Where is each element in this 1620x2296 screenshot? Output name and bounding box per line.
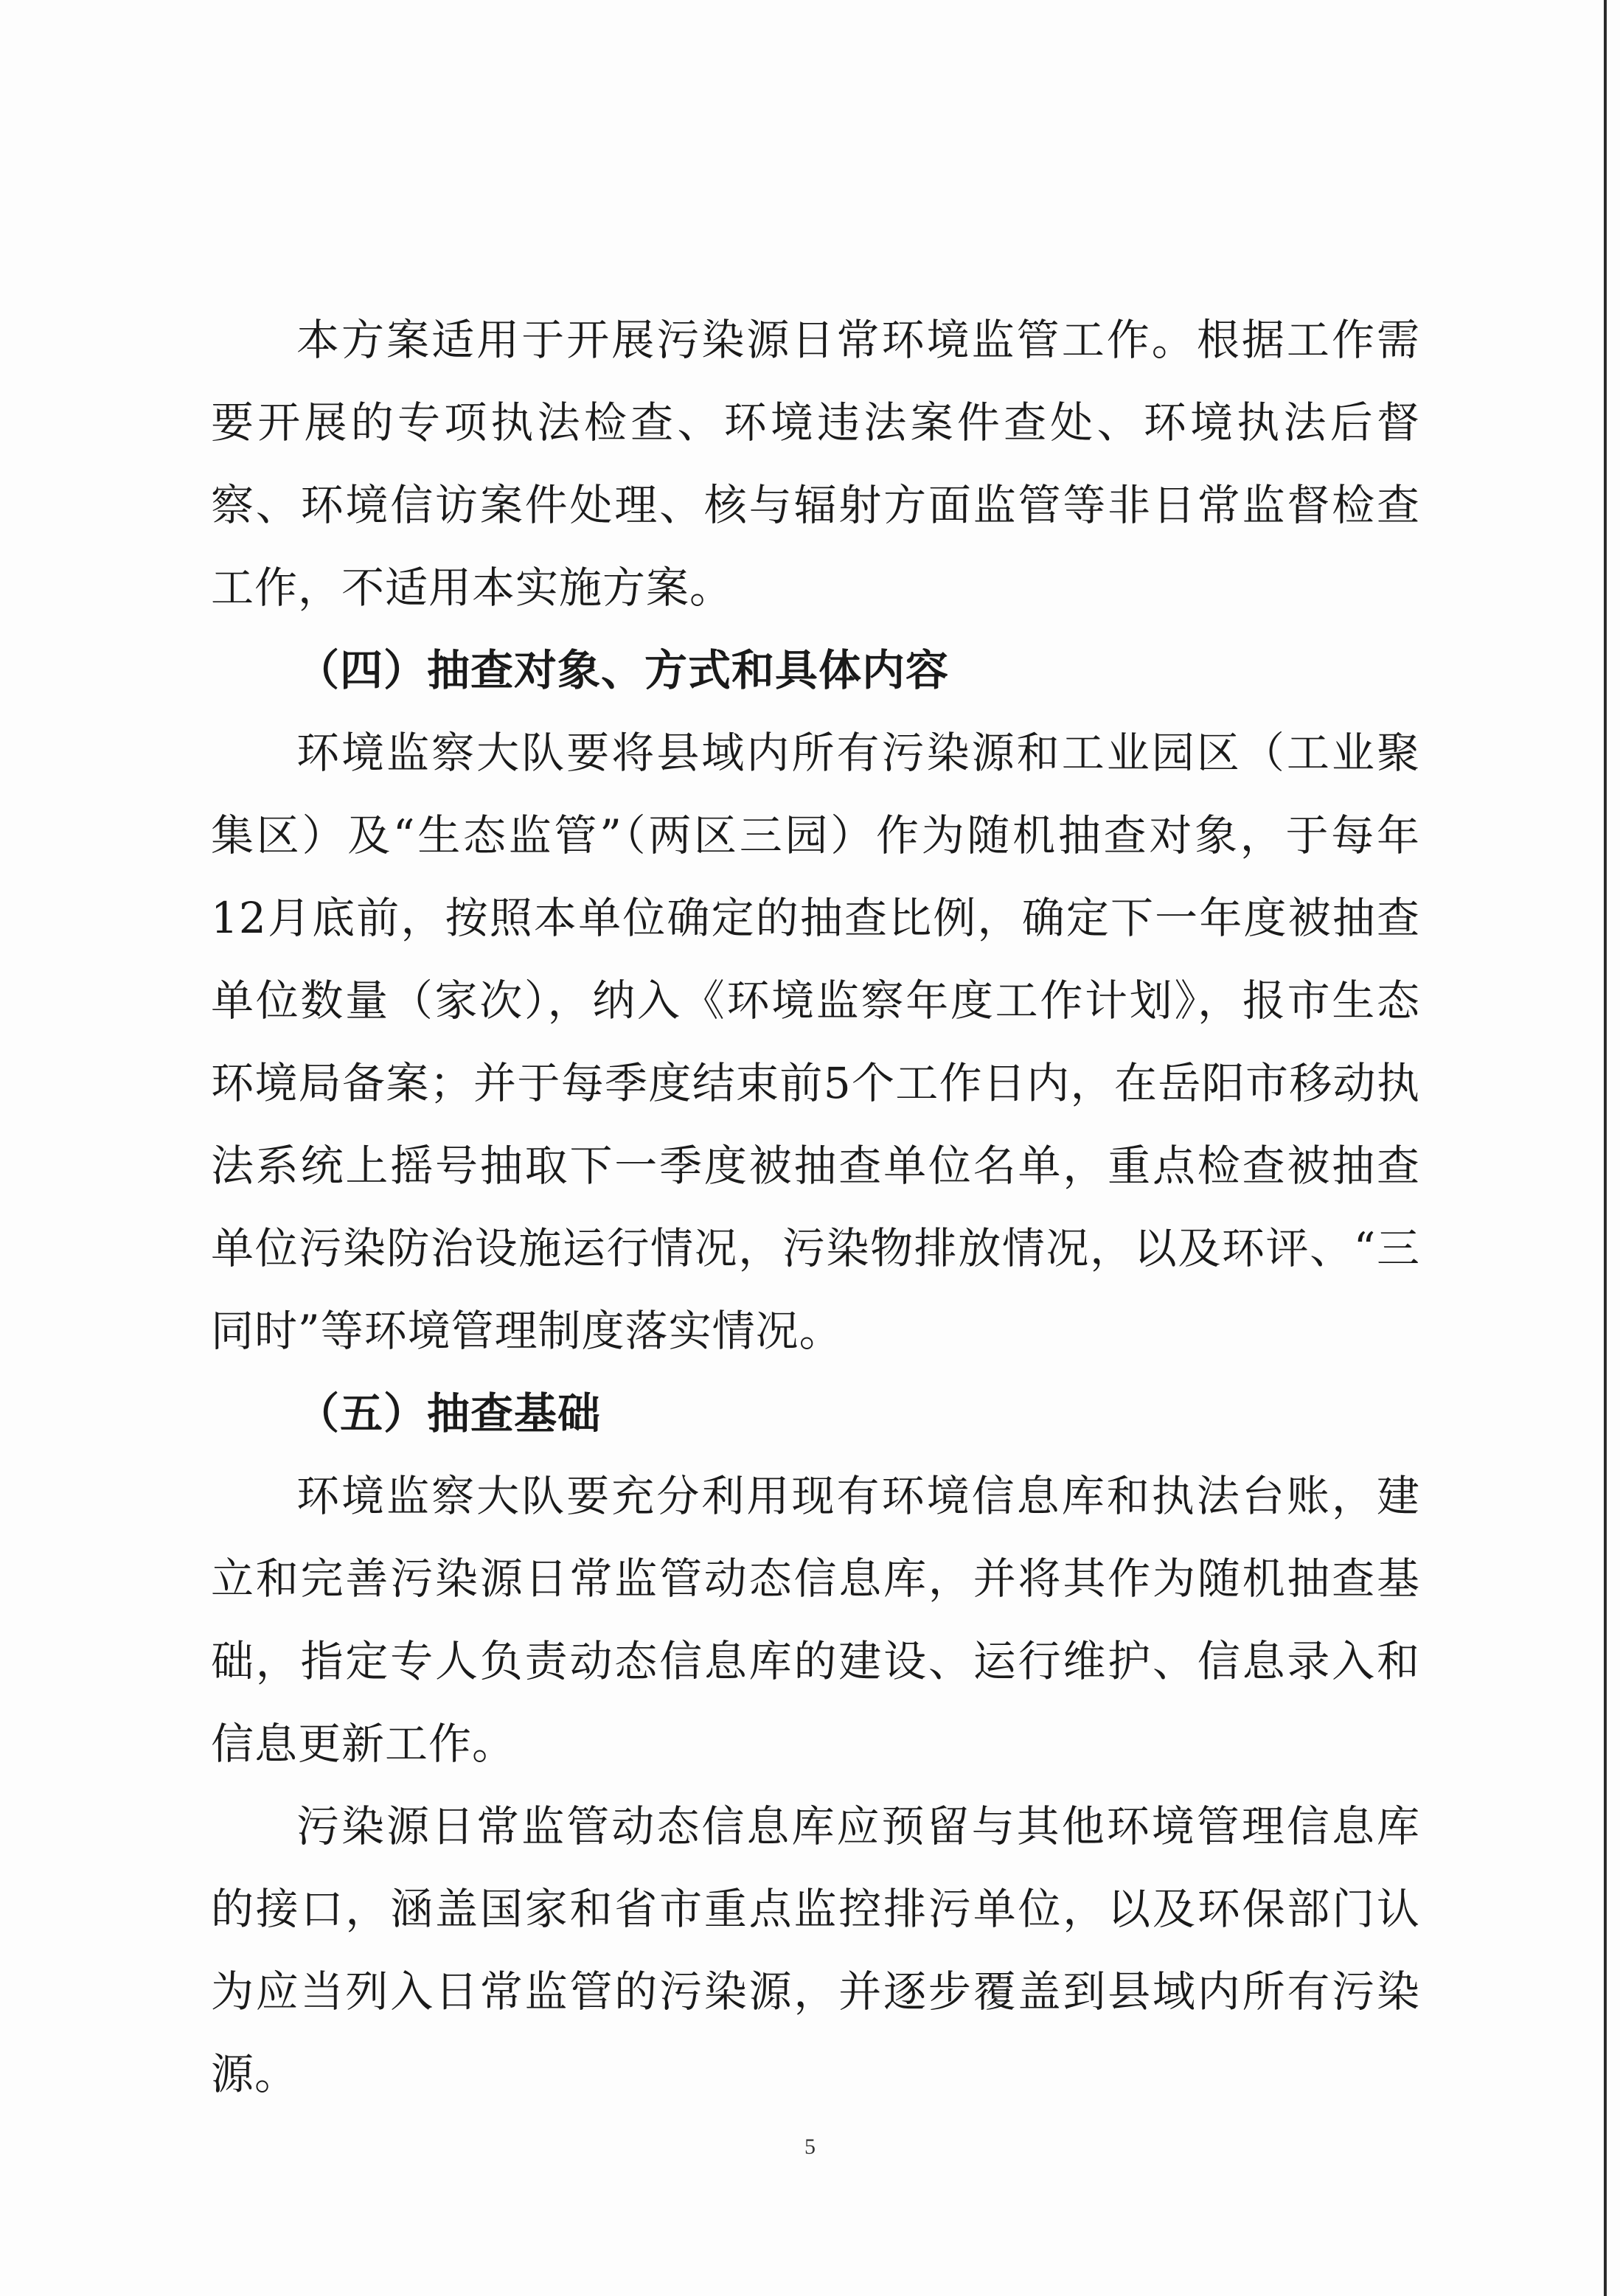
document-body <box>211 299 1420 2115</box>
paragraph-scope: 本方案适用于开展污染源日常环境监管工作。根据工作需要开展的专项执法检查、环境违法案件查处、环境执法后督察、环境信访案件处理、核与辐射方面监管等非日常监督检查工作，不适用本实施方案。 <box>211 315 1420 613</box>
page-number: 5 <box>804 2135 816 2159</box>
paragraph-database-interface: 污染源日常监管动态信息库应预留与其他环境管理信息库的接口，涵盖国家和省市重点监控排污单位，以及环保部门认为应当列入日常监管的污染源，并逐步覆盖到县域内所有污染源。 <box>211 1801 1420 2099</box>
heading-section-5: （五）抽查基础 <box>296 1388 602 1439</box>
scan-edge-line <box>1604 0 1607 2296</box>
paragraph-inspection-targets: 环境监察大队要将县域内所有污染源和工业园区（工业聚集区）及“生态监管”（两区三园）作为随机抽查对象，于每年12月底前，按照本单位确定的抽查比例，确定下一年度被抽查单位数量（家次），纳入《环境监察年度工作计划》，报市生态环境局备案；并于每季度结束前5个工作日内，在岳阳市移动执法系统上摇号抽取下一季度被抽查单位名单，重点检查被抽查单位污染防治设施运行情况，污染物排放情况，以及环评、“三同时”等环境管理制度落实情况。 <box>211 728 1420 1356</box>
heading-section-4: （四）抽查对象、方式和具体内容 <box>296 645 950 695</box>
paragraph-inspection-basis: 环境监察大队要充分利用现有环境信息库和执法台账，建立和完善污染源日常监管动态信息库，并将其作为随机抽查基础，指定专人负责动态信息库的建设、运行维护、信息录入和信息更新工作。 <box>211 1471 1420 1769</box>
